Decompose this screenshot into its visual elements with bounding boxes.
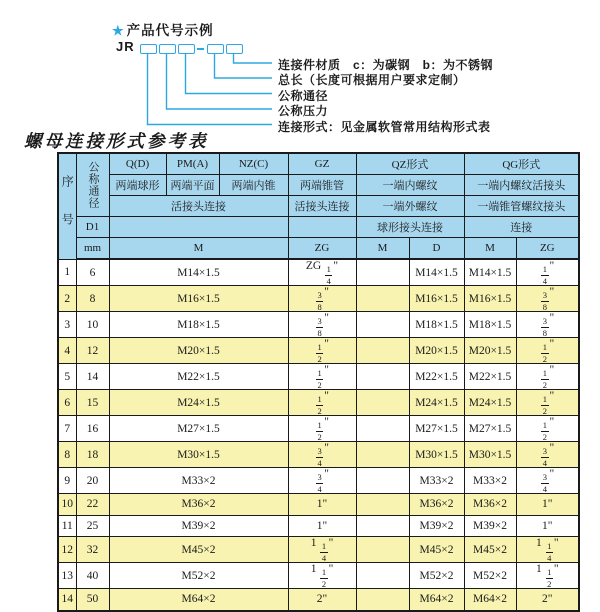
cell-dn: 25 bbox=[76, 515, 109, 537]
table-row bbox=[58, 468, 579, 494]
cell-serial: 2 bbox=[58, 286, 76, 312]
code-box-2 bbox=[159, 44, 176, 54]
cell-zg: $\frac{1}{2}$ " bbox=[288, 416, 356, 442]
cell-qg-zg: $\frac{1}{2}$ " bbox=[516, 416, 579, 442]
cell-dn: 18 bbox=[76, 442, 109, 468]
cell-zg: $\frac{3}{4}$ " bbox=[288, 442, 356, 468]
cell-qz-m bbox=[356, 563, 409, 589]
cell-qg-zg: 1 $\frac{1}{4}$ " bbox=[516, 537, 579, 563]
cell-m: M27×1.5 bbox=[109, 416, 288, 442]
header-qg: QG形式 bbox=[464, 153, 579, 175]
header-empty-1 bbox=[109, 217, 288, 238]
table-row bbox=[58, 537, 579, 563]
cell-qg-m: M45×2 bbox=[464, 537, 516, 563]
header-serial: 序号 bbox=[58, 153, 76, 259]
cell-serial: 13 bbox=[58, 563, 76, 589]
cell-qg-zg: 1" bbox=[516, 515, 579, 537]
cell-qz-m bbox=[356, 589, 409, 611]
cell-qg-m: M30×1.5 bbox=[464, 442, 516, 468]
cell-qg-m: M52×2 bbox=[464, 563, 516, 589]
header-d1: D1 bbox=[76, 217, 109, 238]
cell-serial: 4 bbox=[58, 338, 76, 364]
nut-connection-table bbox=[57, 152, 580, 612]
cell-zg: $\frac{3}{4}$ " bbox=[288, 468, 356, 494]
table-row bbox=[58, 364, 579, 390]
cell-zg: 1 $\frac{1}{2}$ " bbox=[288, 563, 356, 589]
product-code-heading bbox=[112, 19, 214, 39]
cell-dn: 14 bbox=[76, 364, 109, 390]
header-gz-conn: 活接头连接 bbox=[288, 196, 356, 217]
cell-zg: $\frac{1}{2}$ " bbox=[288, 338, 356, 364]
header-qz-desc2: 一端外螺纹 bbox=[356, 196, 464, 217]
cell-m: M20×1.5 bbox=[109, 338, 288, 364]
table-header bbox=[58, 153, 579, 259]
cell-dn: 50 bbox=[76, 589, 109, 611]
header-pm-desc: 两端平面 bbox=[166, 175, 219, 196]
cell-serial: 5 bbox=[58, 364, 76, 390]
code-box-4 bbox=[207, 44, 224, 54]
header-gz-unit: ZG bbox=[288, 238, 356, 260]
cell-qz-m bbox=[356, 364, 409, 390]
cell-serial: 6 bbox=[58, 390, 76, 416]
table-row bbox=[58, 515, 579, 537]
cell-m: M22×1.5 bbox=[109, 364, 288, 390]
cell-qz-d: M45×2 bbox=[409, 537, 464, 563]
cell-qz-d: M39×2 bbox=[409, 515, 464, 537]
cell-qg-m: M36×2 bbox=[464, 494, 516, 516]
cell-qz-d: M33×2 bbox=[409, 468, 464, 494]
product-code-heading-text: 产品代号示例 bbox=[126, 23, 214, 38]
cell-qz-d: M22×1.5 bbox=[409, 364, 464, 390]
cell-m: M14×1.5 bbox=[109, 259, 288, 286]
cell-qz-d: M14×1.5 bbox=[409, 259, 464, 286]
cell-qg-zg: $\frac{3}{4}$ " bbox=[516, 468, 579, 494]
cell-m: M16×1.5 bbox=[109, 286, 288, 312]
header-qg-desc2: 一端锥管螺纹接头 bbox=[464, 196, 579, 217]
cell-qg-zg: $\frac{3}{4}$ " bbox=[516, 442, 579, 468]
table-row bbox=[58, 338, 579, 364]
header-pm: PM(A) bbox=[166, 153, 219, 175]
cell-zg: 1 $\frac{1}{4}$ " bbox=[288, 537, 356, 563]
cell-serial: 8 bbox=[58, 442, 76, 468]
cell-qz-m bbox=[356, 494, 409, 516]
cell-qg-m: M24×1.5 bbox=[464, 390, 516, 416]
cell-qz-d: M18×1.5 bbox=[409, 312, 464, 338]
table-row bbox=[58, 494, 579, 516]
cell-m: M30×1.5 bbox=[109, 442, 288, 468]
cell-qz-d: M36×2 bbox=[409, 494, 464, 516]
cell-zg: ZG $\frac{1}{4}$ " bbox=[288, 259, 356, 286]
header-q: Q(D) bbox=[109, 153, 166, 175]
cell-qz-m bbox=[356, 286, 409, 312]
cell-qg-m: M33×2 bbox=[464, 468, 516, 494]
table-row bbox=[58, 259, 579, 286]
cell-dn: 22 bbox=[76, 494, 109, 516]
cell-zg: $\frac{3}{8}$ " bbox=[288, 286, 356, 312]
code-label-connection: 连接形式：见金属软管常用结构形式表 bbox=[278, 119, 491, 134]
cell-qg-m: M39×2 bbox=[464, 515, 516, 537]
cell-qg-zg: 2" bbox=[516, 589, 579, 611]
cell-zg: $\frac{1}{2}$ " bbox=[288, 364, 356, 390]
cell-dn: 20 bbox=[76, 468, 109, 494]
header-m-unit: M bbox=[109, 238, 288, 260]
cell-qz-d: M20×1.5 bbox=[409, 338, 464, 364]
cell-qg-zg: $\frac{1}{4}$ " bbox=[516, 259, 579, 286]
cell-qg-m: M16×1.5 bbox=[464, 286, 516, 312]
product-code-prefix: JR bbox=[116, 39, 135, 54]
table-row bbox=[58, 442, 579, 468]
cell-dn: 10 bbox=[76, 312, 109, 338]
cell-serial: 12 bbox=[58, 537, 76, 563]
cell-dn: 40 bbox=[76, 563, 109, 589]
cell-dn: 32 bbox=[76, 537, 109, 563]
cell-serial: 1 bbox=[58, 259, 76, 286]
header-qz-d: D bbox=[409, 238, 464, 260]
cell-m: M33×2 bbox=[109, 468, 288, 494]
cell-qz-d: M27×1.5 bbox=[409, 416, 464, 442]
cell-qg-zg: $\frac{1}{2}$ " bbox=[516, 364, 579, 390]
cell-dn: 15 bbox=[76, 390, 109, 416]
header-qz-m: M bbox=[356, 238, 409, 260]
cell-qg-m: M22×1.5 bbox=[464, 364, 516, 390]
cell-m: M39×2 bbox=[109, 515, 288, 537]
header-gz-desc: 两端锥管 bbox=[288, 175, 356, 196]
cell-m: M64×2 bbox=[109, 589, 288, 611]
cell-zg: 1" bbox=[288, 494, 356, 516]
cell-qg-zg: $\frac{1}{2}$ " bbox=[516, 338, 579, 364]
header-mm: mm bbox=[76, 238, 109, 260]
cell-qz-d: M24×1.5 bbox=[409, 390, 464, 416]
header-gz: GZ bbox=[288, 153, 356, 175]
table-row bbox=[58, 286, 579, 312]
cell-qz-m bbox=[356, 259, 409, 286]
cell-qz-m bbox=[356, 515, 409, 537]
cell-m: M24×1.5 bbox=[109, 390, 288, 416]
header-q-desc: 两端球形 bbox=[109, 175, 166, 196]
cell-qg-zg: $\frac{1}{2}$ " bbox=[516, 390, 579, 416]
header-qz: QZ形式 bbox=[356, 153, 464, 175]
cell-m: M45×2 bbox=[109, 537, 288, 563]
cell-serial: 10 bbox=[58, 494, 76, 516]
header-qpn-conn: 活接头连接 bbox=[109, 196, 288, 217]
header-qg-zg: ZG bbox=[516, 238, 579, 260]
cell-qz-d: M30×1.5 bbox=[409, 442, 464, 468]
cell-qz-m bbox=[356, 390, 409, 416]
cell-zg: 1" bbox=[288, 515, 356, 537]
table-row bbox=[58, 312, 579, 338]
cell-serial: 7 bbox=[58, 416, 76, 442]
cell-zg: $\frac{3}{8}$ " bbox=[288, 312, 356, 338]
cell-qz-m bbox=[356, 312, 409, 338]
header-qg-desc1: 一端内螺纹活接头 bbox=[464, 175, 579, 196]
header-nz: NZ(C) bbox=[219, 153, 288, 175]
cell-dn: 16 bbox=[76, 416, 109, 442]
table-row bbox=[58, 390, 579, 416]
cell-qg-zg: $\frac{3}{8}$ " bbox=[516, 312, 579, 338]
header-nz-desc: 两端内锥 bbox=[219, 175, 288, 196]
cell-serial: 14 bbox=[58, 589, 76, 611]
cell-qz-d: M16×1.5 bbox=[409, 286, 464, 312]
cell-qg-m: M27×1.5 bbox=[464, 416, 516, 442]
code-label-material: 连接件材质 c：为碳钢 b：为不锈钢 bbox=[278, 58, 494, 72]
table-body bbox=[58, 259, 579, 611]
table-row bbox=[58, 563, 579, 589]
cell-serial: 9 bbox=[58, 468, 76, 494]
header-qz-desc1: 一端内螺纹 bbox=[356, 175, 464, 196]
table-title: 螺母连接形式参考表 bbox=[24, 132, 209, 152]
cell-zg: 2" bbox=[288, 589, 356, 611]
cell-serial: 3 bbox=[58, 312, 76, 338]
cell-qz-m bbox=[356, 537, 409, 563]
cell-qz-m bbox=[356, 338, 409, 364]
table-row bbox=[58, 416, 579, 442]
header-empty-2 bbox=[288, 217, 356, 238]
cell-qz-m bbox=[356, 468, 409, 494]
cell-dn: 8 bbox=[76, 286, 109, 312]
cell-qg-zg: 1" bbox=[516, 494, 579, 516]
cell-qg-zg: 1 $\frac{1}{2}$ " bbox=[516, 563, 579, 589]
cell-qz-d: M64×2 bbox=[409, 589, 464, 611]
cell-m: M52×2 bbox=[109, 563, 288, 589]
cell-qg-m: M20×1.5 bbox=[464, 338, 516, 364]
cell-m: M18×1.5 bbox=[109, 312, 288, 338]
cell-qg-m: M14×1.5 bbox=[464, 259, 516, 286]
star-icon: ★ bbox=[112, 23, 125, 38]
code-box-3 bbox=[178, 44, 195, 54]
header-dn: 公称通径 bbox=[76, 153, 109, 217]
code-label-pressure: 公称压力 bbox=[278, 104, 329, 118]
cell-qz-m bbox=[356, 416, 409, 442]
cell-qg-zg: $\frac{3}{8}$ " bbox=[516, 286, 579, 312]
code-box-5 bbox=[226, 44, 243, 54]
cell-dn: 6 bbox=[76, 259, 109, 286]
code-dash bbox=[197, 48, 204, 50]
cell-m: M36×2 bbox=[109, 494, 288, 516]
header-qg-m: M bbox=[464, 238, 516, 260]
code-label-length: 总长（长度可根据用户要求定制） bbox=[278, 73, 466, 87]
cell-qz-d: M52×2 bbox=[409, 563, 464, 589]
header-qg-conn: 连接 bbox=[464, 217, 579, 238]
cell-qz-m bbox=[356, 442, 409, 468]
table-row bbox=[58, 589, 579, 611]
cell-dn: 12 bbox=[76, 338, 109, 364]
cell-qg-m: M18×1.5 bbox=[464, 312, 516, 338]
cell-qg-m: M64×2 bbox=[464, 589, 516, 611]
code-box-1 bbox=[140, 44, 157, 54]
cell-serial: 11 bbox=[58, 515, 76, 537]
cell-zg: $\frac{1}{2}$ " bbox=[288, 390, 356, 416]
header-qz-conn: 球形接头连接 bbox=[356, 217, 464, 238]
code-label-diameter: 公称通径 bbox=[278, 88, 329, 103]
